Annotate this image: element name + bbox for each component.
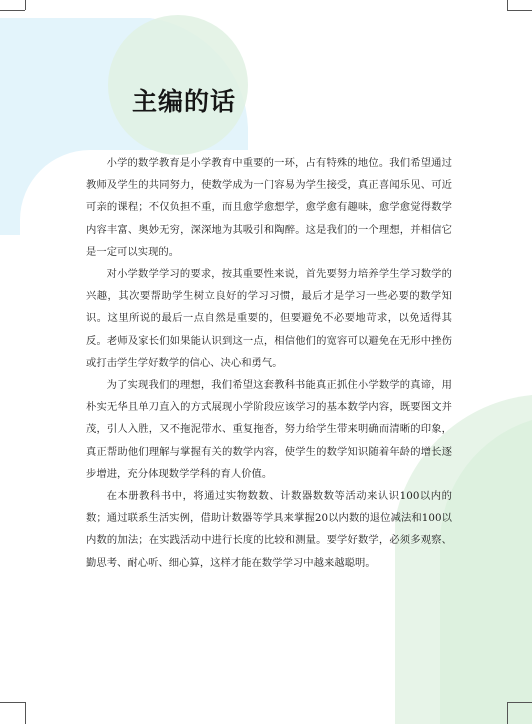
crop-mark xyxy=(507,702,508,724)
crop-mark xyxy=(0,10,25,11)
crop-mark xyxy=(507,10,532,11)
crop-mark xyxy=(507,702,532,703)
body-text xyxy=(86,152,452,574)
paragraph: 为了实现我们的理想，我们希望这套教科书能真正抓住小学数学的真谛，用朴实无华且单刀直入的方式展现小学阶段应该学习的基本数学内容，既要图文并茂，引人入胜，又不拖泥带水、重复拖沓，努力给学生带来明确而清晰的印象，真正帮助他们理解与掌握有关的数学内容，使学生的数学知识随着年龄的增长逐步增进，充分体现数学学科的育人价值。 xyxy=(86,379,452,480)
paragraph: 对小学数学学习的要求，按其重要性来说，首先要努力培养学生学习数学的兴趣，其次要帮助学生树立良好的学习习惯，最后才是学习一些必要的数学知识。这里所说的最后一点自然是重要的，但要避免不必要地苛求，以免适得其反。老师及家长们如果能认识到这一点，相信他们的宽容可以避免在无形中挫伤或打击学生学好数学的信心、决心和勇气。 xyxy=(86,268,452,369)
paragraph: 在本册教科书中，将通过实物数数、计数器数数等活动来认识100以内的数；通过联系生活实例，借助计数器等学具来掌握20以内数的退位减法和100以内数的加法；在实践活动中进行长度的比较和测量。要学好数学，必须多观察、勤思考、耐心听、细心算，这样才能在数学学习中越来越聪明。 xyxy=(86,490,452,569)
crop-mark xyxy=(25,0,26,10)
paragraph: 小学的数学教育是小学教育中重要的一环，占有特殊的地位。我们希望通过教师及学生的共同努力，使数学成为一门容易为学生接受，真正喜闻乐见、可近可亲的课程；不仅负担不重，而且愈学愈想学，愈学愈有趣味，愈学愈觉得数学内容丰富、奥妙无穷，深深地为其吸引和陶醉。这是我们的一个理想，并相信它是一定可以实现的。 xyxy=(86,157,452,258)
crop-mark xyxy=(507,0,508,10)
crop-mark xyxy=(0,702,25,703)
crop-mark xyxy=(25,702,26,724)
page-title: 主编的话 xyxy=(132,87,237,116)
